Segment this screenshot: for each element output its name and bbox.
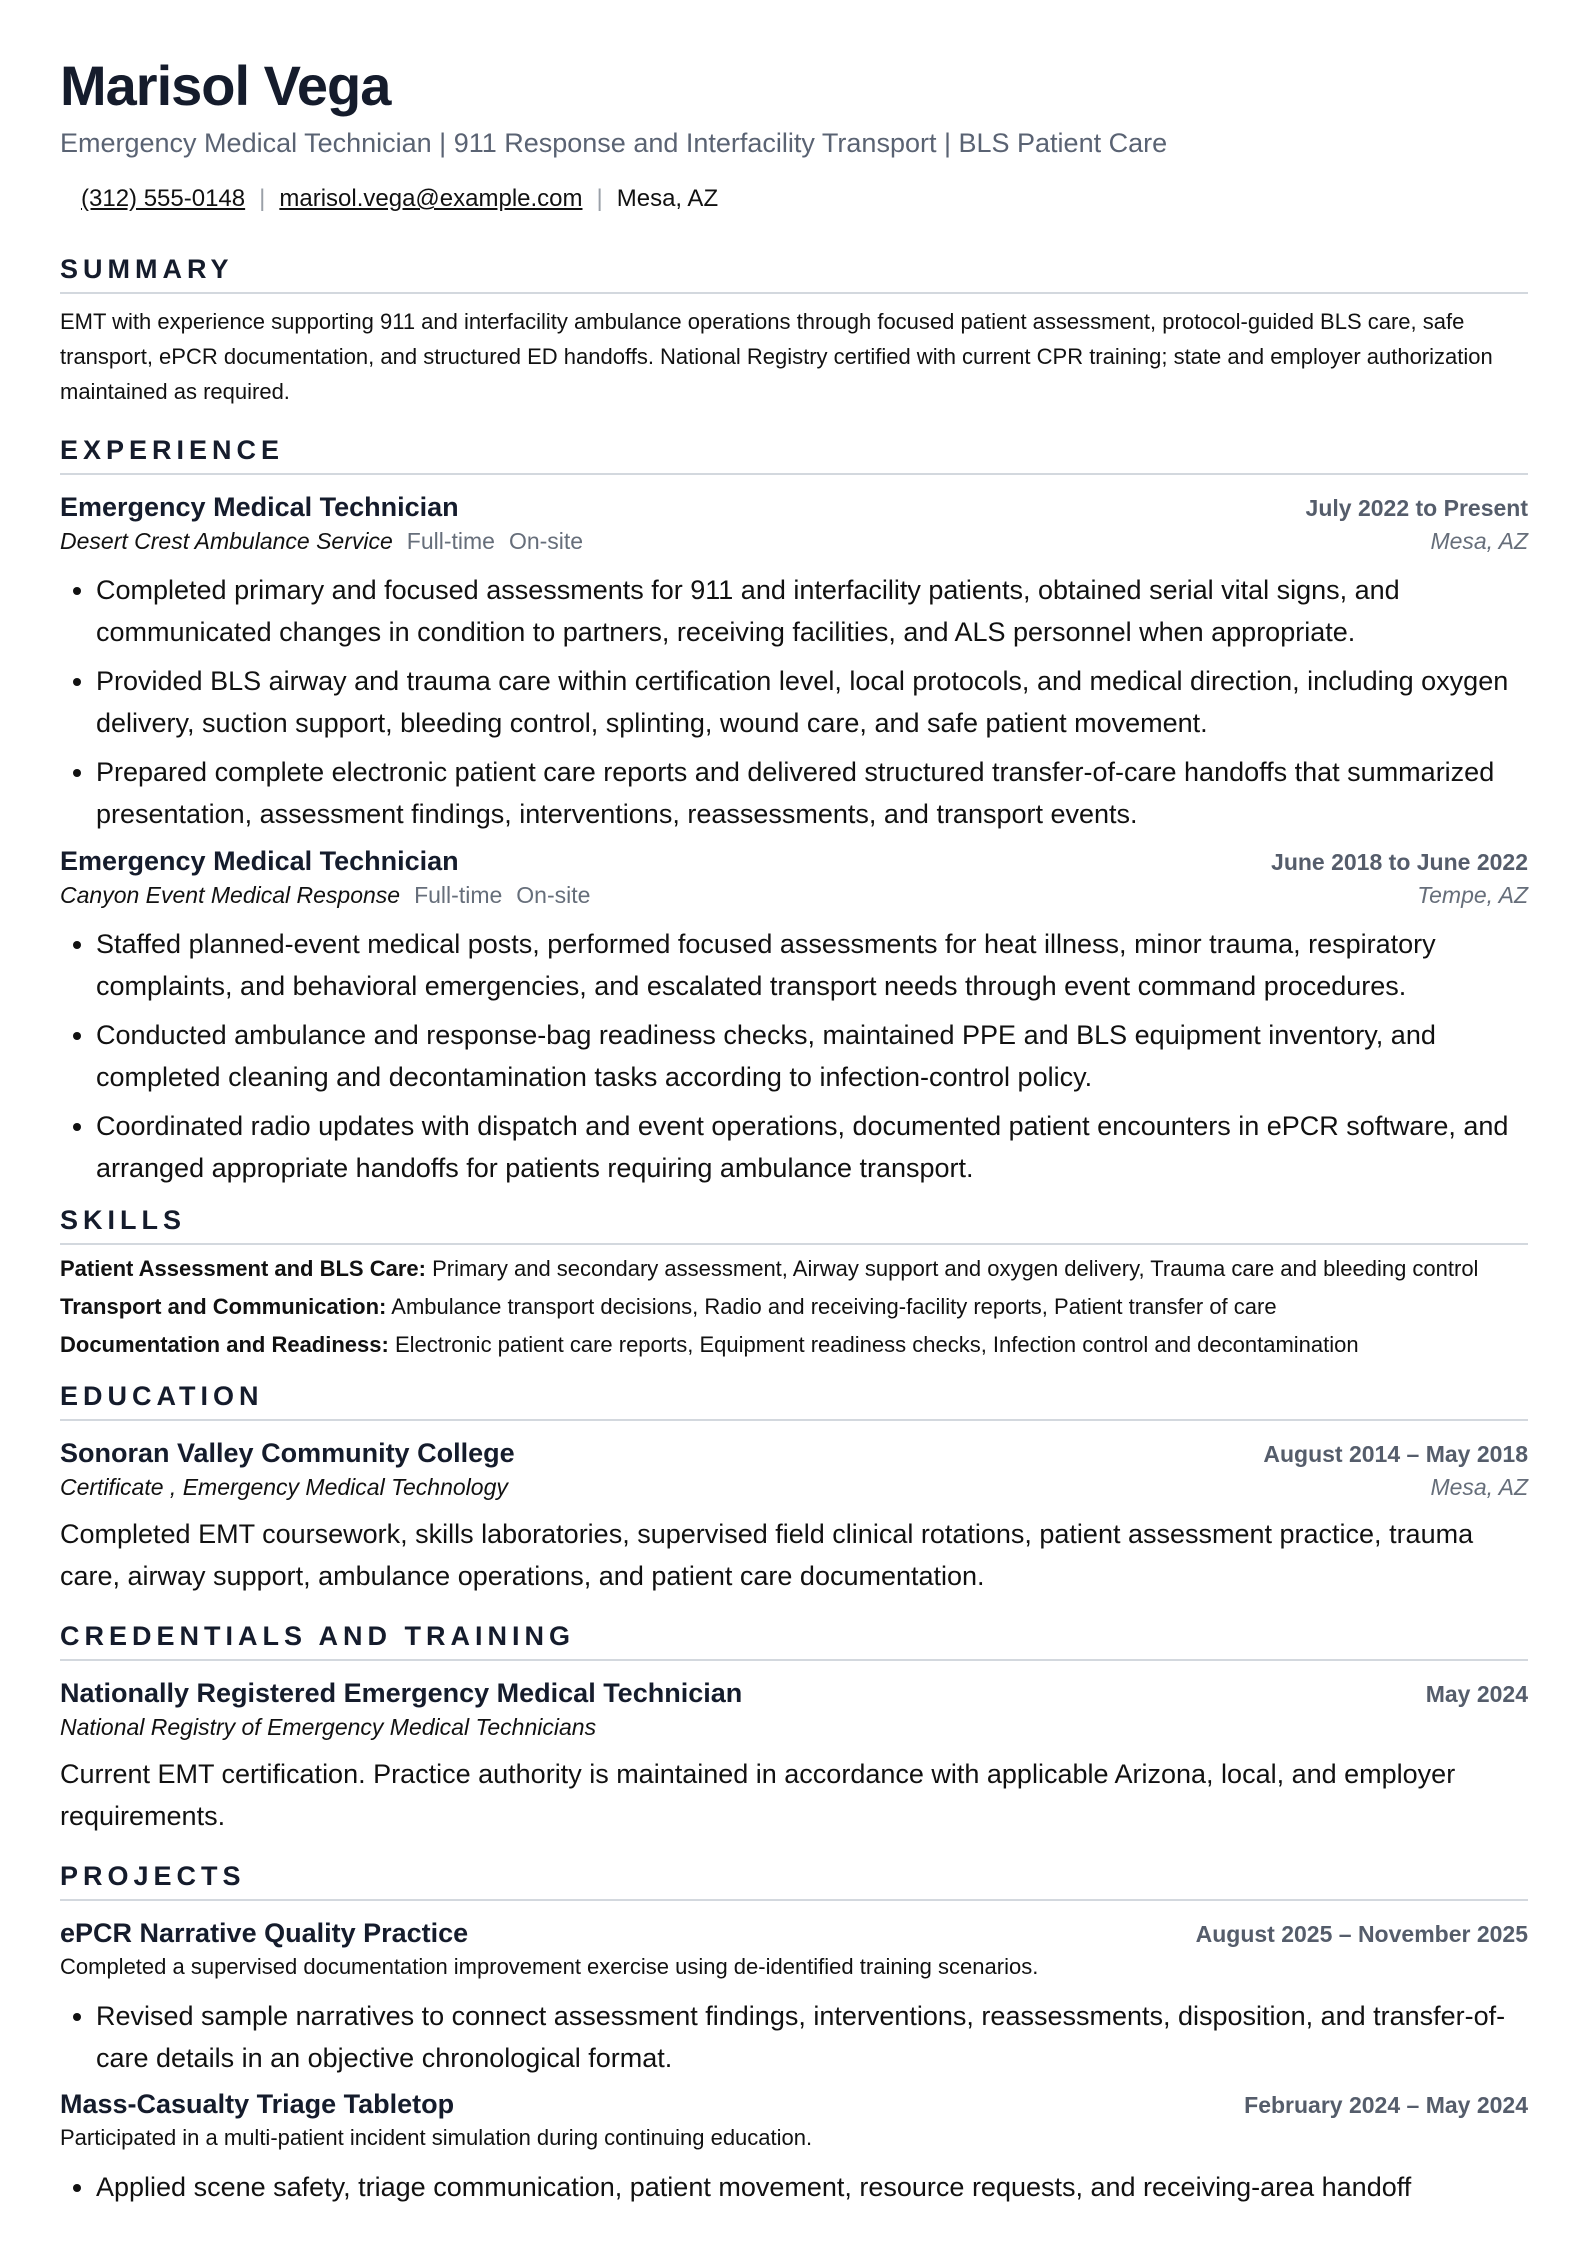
- job-bullet: • Provided BLS airway and trauma care within certification level, local protocols, and medical direction, including oxygen delivery, suction support, bleeding control, splinting, wound care, and safe patient movement.: [96, 660, 1528, 744]
- job-dates: July 2022 to Present: [1305, 495, 1528, 521]
- credential-issuer: National Registry of Emergency Medical Technicians: [60, 1714, 597, 1740]
- contact-separator: |: [259, 185, 266, 212]
- job-location: Tempe, AZ: [1417, 882, 1528, 908]
- project-entry: [60, 2086, 1528, 2208]
- school-name: Sonoran Valley Community College: [60, 1438, 515, 1468]
- job-mode: On-site: [516, 882, 591, 908]
- skill-group-items: Electronic patient care reports, Equipment readiness checks, Infection control and decontamination: [394, 1332, 1359, 1357]
- project-bullets: [60, 2166, 1528, 2208]
- summary-text: EMT with experience supporting 911 and interfacility ambulance operations through focused patient assessment, protocol-guided BLS care, safe transport, ePCR documentation, and structured ED handoffs. National Registry certified with current CPR training; state and employer authorization maintained as required.: [60, 309, 1493, 404]
- job-entry: [60, 843, 1528, 1189]
- project-bullets: [60, 1995, 1528, 2079]
- project-dates: February 2024 – May 2024: [1244, 2092, 1528, 2118]
- job-bullets: [60, 923, 1528, 1189]
- job-bullet: • Conducted ambulance and response-bag readiness checks, maintained PPE and BLS equipment inventory, and completed cleaning and decontamination tasks according to infection-control policy.: [96, 1014, 1528, 1098]
- skill-group-label: Documentation and Readiness:: [60, 1332, 389, 1357]
- summary-section: [60, 252, 1528, 409]
- job-employer: Canyon Event Medical Response: [60, 882, 401, 908]
- skill-group-label: Transport and Communication:: [60, 1294, 387, 1319]
- credential-entry: [60, 1675, 1528, 1837]
- section-title-skills: SKILLS: [60, 1203, 1528, 1245]
- experience-section: [60, 433, 1528, 1189]
- skill-group: [60, 1293, 1528, 1321]
- project-summary: Completed a supervised documentation improvement exercise using de-identified training scenarios.: [60, 1954, 1039, 1979]
- project-bullet: • Revised sample narratives to connect assessment findings, interventions, reassessments, disposition, and transfer-of-care details in an objective chronological format.: [96, 1995, 1528, 2079]
- job-mode: On-site: [508, 528, 584, 554]
- school-location: Mesa, AZ: [1430, 1474, 1528, 1500]
- contact-line: [81, 184, 1528, 214]
- project-dates: August 2025 – November 2025: [1195, 1921, 1528, 1947]
- education-description: Completed EMT coursework, skills laboratories, supervised field clinical rotations, patient assessment practice, trauma care, airway support, ambulance operations, and patient care documentation.: [60, 1519, 1474, 1591]
- section-title-summary: SUMMARY: [60, 252, 1528, 294]
- contact-separator: |: [596, 185, 603, 212]
- job-entry: [60, 489, 1528, 835]
- job-bullet: • Staffed planned-event medical posts, performed focused assessments for heat illness, minor trauma, respiratory complaints, and behavioral emergencies, and escalated transport needs through event command procedures.: [96, 923, 1528, 1007]
- email-link[interactable]: marisol.vega@example.com: [279, 185, 583, 212]
- credential-description: Current EMT certification. Practice authority is maintained in accordance with applicable Arizona, local, and employer requirements.: [60, 1759, 1456, 1831]
- job-type: Full-time: [406, 528, 495, 554]
- credential-date: May 2024: [1425, 1681, 1528, 1707]
- job-dates: June 2018 to June 2022: [1271, 849, 1528, 875]
- section-title-credentials: CREDENTIALS AND TRAINING: [60, 1619, 1528, 1661]
- phone-link[interactable]: (312) 555-0148: [81, 185, 246, 212]
- skill-group-items: Primary and secondary assessment, Airway support and oxygen delivery, Trauma care and bleeding control: [432, 1256, 1479, 1281]
- job-role: Emergency Medical Technician: [60, 492, 459, 522]
- project-name: ePCR Narrative Quality Practice: [60, 1918, 469, 1948]
- section-title-experience: EXPERIENCE: [60, 433, 1528, 475]
- skill-group: [60, 1255, 1528, 1283]
- contact-location: Mesa, AZ: [616, 185, 719, 212]
- skills-section: [60, 1203, 1528, 1359]
- job-role: Emergency Medical Technician: [60, 846, 459, 876]
- credentials-section: [60, 1619, 1528, 1837]
- project-name: Mass-Casualty Triage Tabletop: [60, 2089, 455, 2119]
- education-entry: [60, 1435, 1528, 1597]
- projects-section: [60, 1859, 1528, 2208]
- project-entry: [60, 1915, 1528, 2079]
- skill-group: [60, 1331, 1528, 1359]
- section-title-education: EDUCATION: [60, 1379, 1528, 1421]
- skill-group-items: Ambulance transport decisions, Radio and receiving-facility reports, Patient transfer of care: [391, 1294, 1277, 1319]
- candidate-tagline: Emergency Medical Technician | 911 Response and Interfacility Transport | BLS Patient Care: [60, 128, 1168, 158]
- skill-group-label: Patient Assessment and BLS Care:: [60, 1256, 426, 1281]
- education-section: [60, 1379, 1528, 1597]
- job-bullet: • Coordinated radio updates with dispatch and event operations, documented patient encounters in ePCR software, and arranged appropriate handoffs for patients requiring ambulance transport.: [96, 1105, 1528, 1189]
- credential-name: Nationally Registered Emergency Medical Technician: [60, 1678, 743, 1708]
- project-bullet: • Applied scene safety, triage communication, patient movement, resource requests, and receiving-area handoff: [96, 2166, 1528, 2208]
- project-summary: Participated in a multi-patient incident simulation during continuing education.: [60, 2125, 813, 2150]
- job-employer: Desert Crest Ambulance Service: [60, 528, 393, 554]
- job-bullet: • Completed primary and focused assessments for 911 and interfacility patients, obtained serial vital signs, and communicated changes in condition to partners, receiving facilities, and ALS personnel when appropriate.: [96, 569, 1528, 653]
- degree: Certificate , Emergency Medical Technology: [60, 1474, 508, 1500]
- education-dates: August 2014 – May 2018: [1263, 1441, 1528, 1467]
- job-type: Full-time: [414, 882, 503, 908]
- resume-page: [60, 52, 1528, 2215]
- section-title-projects: PROJECTS: [60, 1859, 1528, 1901]
- job-bullets: [60, 569, 1528, 835]
- job-bullet: • Prepared complete electronic patient care reports and delivered structured transfer-of-care handoffs that summarized presentation, assessment findings, interventions, reassessments, and transport events.: [96, 751, 1528, 835]
- job-location: Mesa, AZ: [1430, 528, 1528, 554]
- candidate-name: Marisol Vega: [60, 54, 391, 117]
